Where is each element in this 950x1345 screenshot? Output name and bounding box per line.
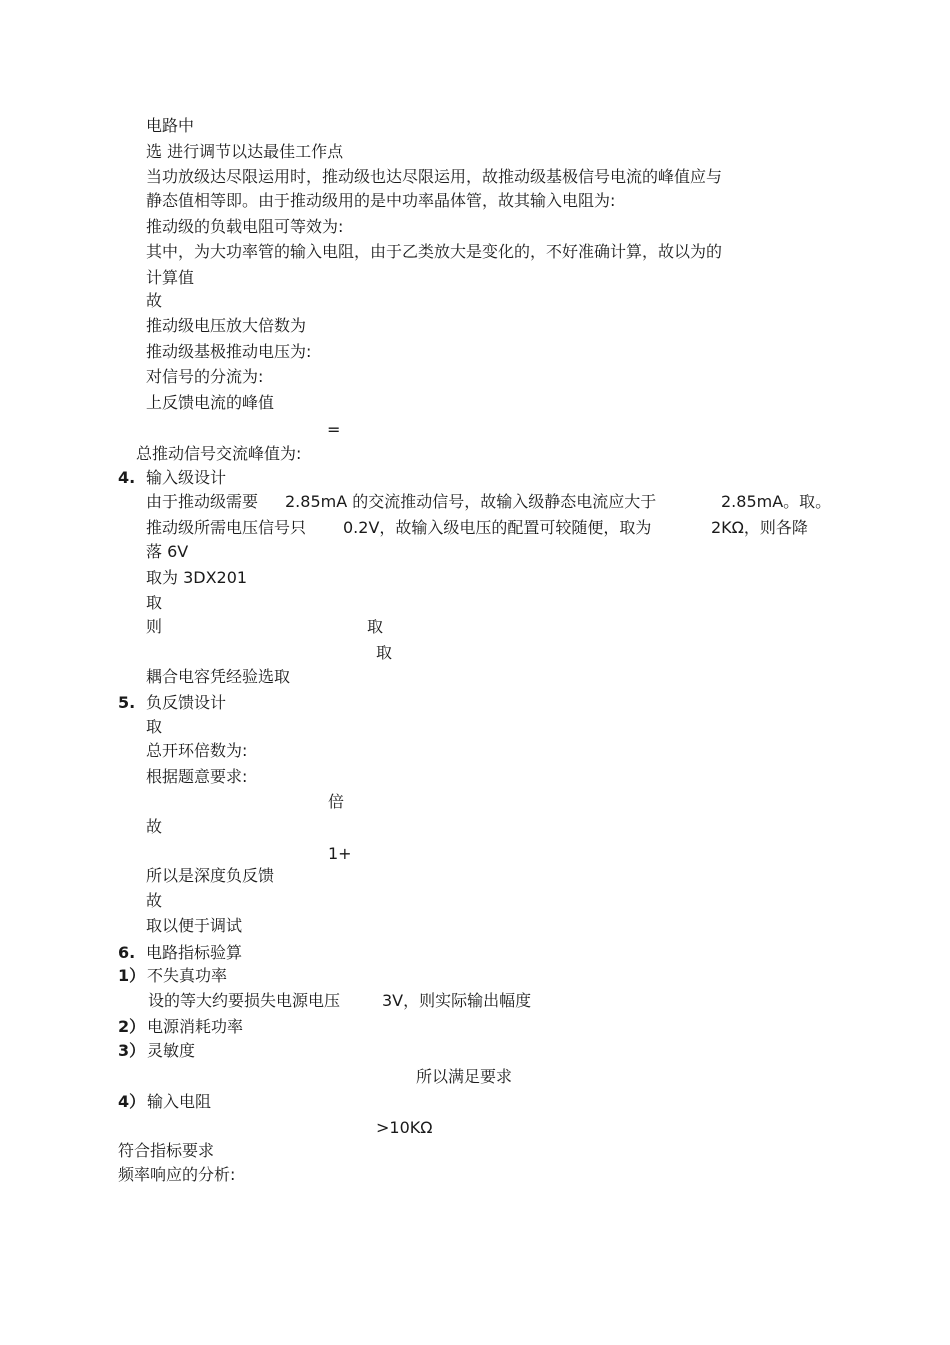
- text-line: 总开环倍数为:: [146, 741, 248, 760]
- section-title: 电路指标验算: [146, 943, 243, 962]
- item-number: 4）: [118, 1092, 146, 1111]
- text-segment: 3V，则实际输出幅度: [382, 991, 532, 1010]
- text-segment: 由于推动级需要: [146, 492, 259, 511]
- text-line: 取以便于调试: [146, 916, 243, 935]
- text-line: 当功放级达尽限运用时，推动级也达尽限运用，故推动级基极信号电流的峰值应与: [146, 167, 723, 186]
- item-title: 输入电阻: [147, 1092, 212, 1111]
- text-line: 上反馈电流的峰值: [146, 393, 275, 412]
- text-line: 1+: [328, 844, 352, 863]
- text-line: 取: [146, 593, 163, 612]
- text-line: 故: [146, 891, 163, 910]
- text-line: 推动级的负载电阻可等效为:: [146, 217, 344, 236]
- text-segment: 设的等大约要损失电源电压: [148, 991, 341, 1010]
- item-title: 电源消耗功率: [147, 1017, 244, 1036]
- text-segment: 推动级所需电压信号只: [146, 518, 307, 537]
- text-line: 故: [146, 291, 163, 310]
- section-number: 5.: [118, 693, 136, 712]
- text-line: 电路中: [146, 116, 195, 135]
- text-line: 落 6V: [146, 542, 189, 561]
- section-title: 输入级设计: [146, 468, 227, 487]
- section-number: 6.: [118, 943, 136, 962]
- item-number: 2）: [118, 1017, 146, 1036]
- text-segment: 2.85mA。取。: [721, 492, 832, 511]
- text-line: 符合指标要求: [118, 1141, 215, 1160]
- text-line: 根据题意要求:: [146, 767, 248, 786]
- text-segment: 2KΩ，则各降: [711, 518, 808, 537]
- text-segment: 取: [367, 617, 384, 636]
- text-line: 所以满足要求: [416, 1067, 513, 1086]
- text-line: 其中，为大功率管的输入电阻，由于乙类放大是变化的，不好准确计算，故以为的: [146, 242, 723, 261]
- item-title: 不失真功率: [147, 966, 228, 985]
- text-segment: 2.85mA 的交流推动信号，故输入级静态电流应大于: [285, 492, 657, 511]
- text-line: 耦合电容凭经验选取: [146, 667, 291, 686]
- text-line: 对信号的分流为:: [146, 367, 264, 386]
- text-line: 故: [146, 817, 163, 836]
- text-line: >10KΩ: [376, 1118, 433, 1137]
- text-line: 推动级电压放大倍数为: [146, 316, 307, 335]
- text-line: 选 进行调节以达最佳工作点: [146, 142, 344, 161]
- item-title: 灵敏度: [147, 1041, 196, 1060]
- text-line: 频率响应的分析:: [118, 1165, 236, 1184]
- text-segment: 0.2V，故输入级电压的配置可较随便，取为: [343, 518, 652, 537]
- equals-sign: =: [327, 420, 341, 439]
- text-line: 静态值相等即。由于推动级用的是中功率晶体管，故其输入电阻为:: [146, 191, 616, 210]
- text-line: 取为 3DX201: [146, 568, 248, 587]
- item-number: 1）: [118, 966, 146, 985]
- section-title: 负反馈设计: [146, 693, 227, 712]
- text-segment: 则: [146, 617, 163, 636]
- text-line: 推动级基极推动电压为:: [146, 342, 312, 361]
- text-line: 所以是深度负反馈: [146, 866, 275, 885]
- text-line: 取: [376, 643, 393, 662]
- item-number: 3）: [118, 1041, 146, 1060]
- text-line: 总推动信号交流峰值为:: [136, 444, 302, 463]
- text-line: 计算值: [146, 268, 195, 287]
- section-number: 4.: [118, 468, 136, 487]
- text-line: 取: [146, 717, 163, 736]
- text-line: 倍: [328, 792, 345, 811]
